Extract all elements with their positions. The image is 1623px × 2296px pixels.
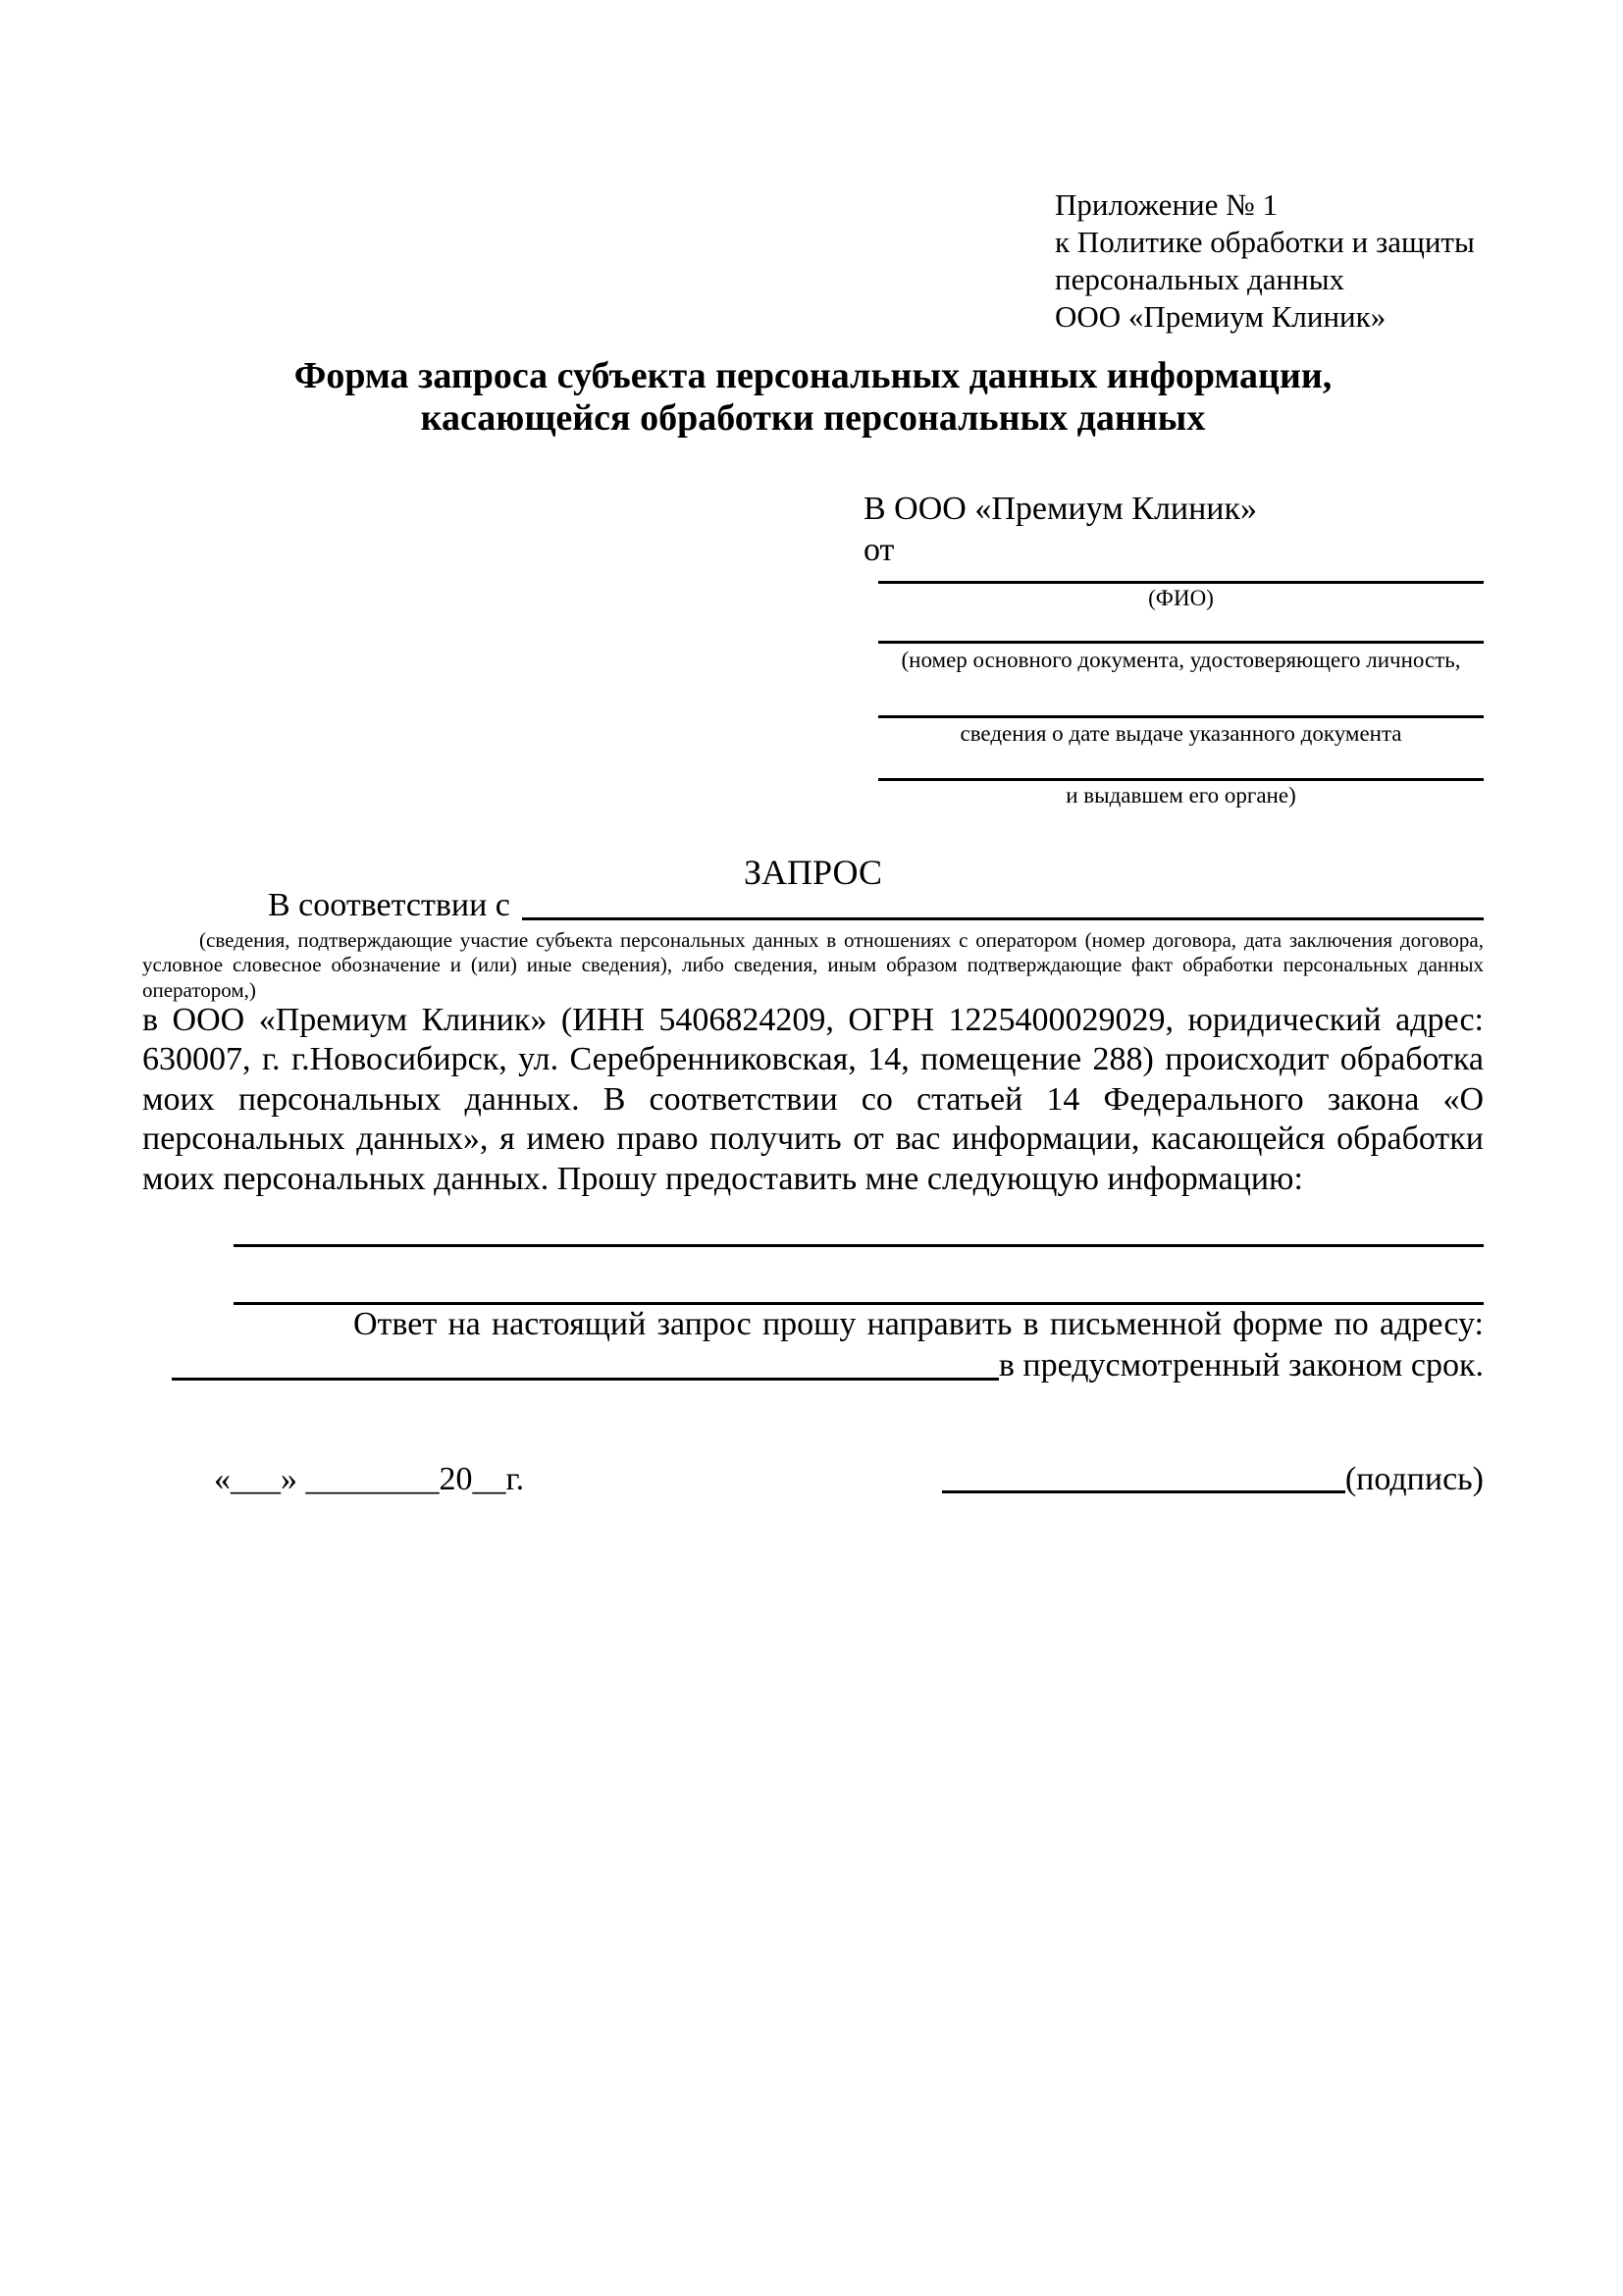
appendix-line: Приложение № 1 [1055,187,1278,222]
signature-caption: (подпись) [1344,1461,1484,1497]
reply-address-row [142,1346,1484,1385]
title-line-1: Форма запроса субъекта персональных данных информации, [293,355,1333,396]
fio-caption: (ФИО) [1148,586,1214,610]
footer-row [142,1459,1484,1500]
issue-date-caption: сведения о дате выдаче указанного документа [960,721,1402,746]
date-blank: «___» ________20__г. [214,1461,525,1497]
appendix-block [1055,186,1475,336]
document-title [142,355,1484,440]
accordance-fill-line [522,886,1484,920]
reply-suffix: в предусмотренный законом срок. [998,1347,1484,1383]
appendix-line: персональных данных [1055,262,1345,296]
from-label: от [864,532,895,568]
addressee-block [864,489,1257,571]
doc-number-caption: (номер основного документа, удостоверяющего личность, [901,648,1461,672]
reply-address-fill-line [172,1346,999,1381]
issue-authority-field-line [878,778,1484,781]
accordance-row [142,886,1484,925]
request-body: в ООО «Премиум Клиник» (ИНН 5406824209, ОГРН 1225400029029, юридический адрес: 630007, г. г.Новосибирск, ул. Серебренниковская, 14, помещение 288) происходит обработка моих персональных данных. В соответствии со статьей 14 Федерального закона «О персональных данных», я имею право получить от вас информации, касающейся обработки моих персональных данных. Прошу предоставить мне следующую информацию: [142,1002,1484,1197]
accordance-note: (сведения, подтверждающие участие субъекта персональных данных в отношениях с оператором (номер договора, дата заключения договора, условное словесное обозначение и (или) иные сведения), либо сведения, иным образом подтверждающие факт обработки персональных данных оператором,) [142,928,1484,1002]
title-line-2: касающейся обработки персональных данных [420,397,1206,439]
recipient-line: В ООО «Премиум Клиник» [864,491,1258,527]
appendix-line: к Политике обработки и защиты [1055,225,1475,259]
doc-number-field-line [878,641,1484,644]
reply-request-line: Ответ на настоящий запрос прошу направить в письменной форме по адресу: [353,1306,1484,1342]
signature-line [942,1490,1345,1493]
signature-group [942,1459,1484,1500]
info-blank-line-1 [234,1244,1484,1247]
issue-authority-caption: и выдавшем его органе) [1066,783,1296,808]
issue-date-field-line [878,715,1484,718]
fio-field-line [878,581,1484,584]
request-heading: ЗАПРОС [744,853,882,892]
appendix-line: ООО «Премиум Клиник» [1055,299,1387,334]
accordance-prefix: В соответствии с [268,887,510,923]
